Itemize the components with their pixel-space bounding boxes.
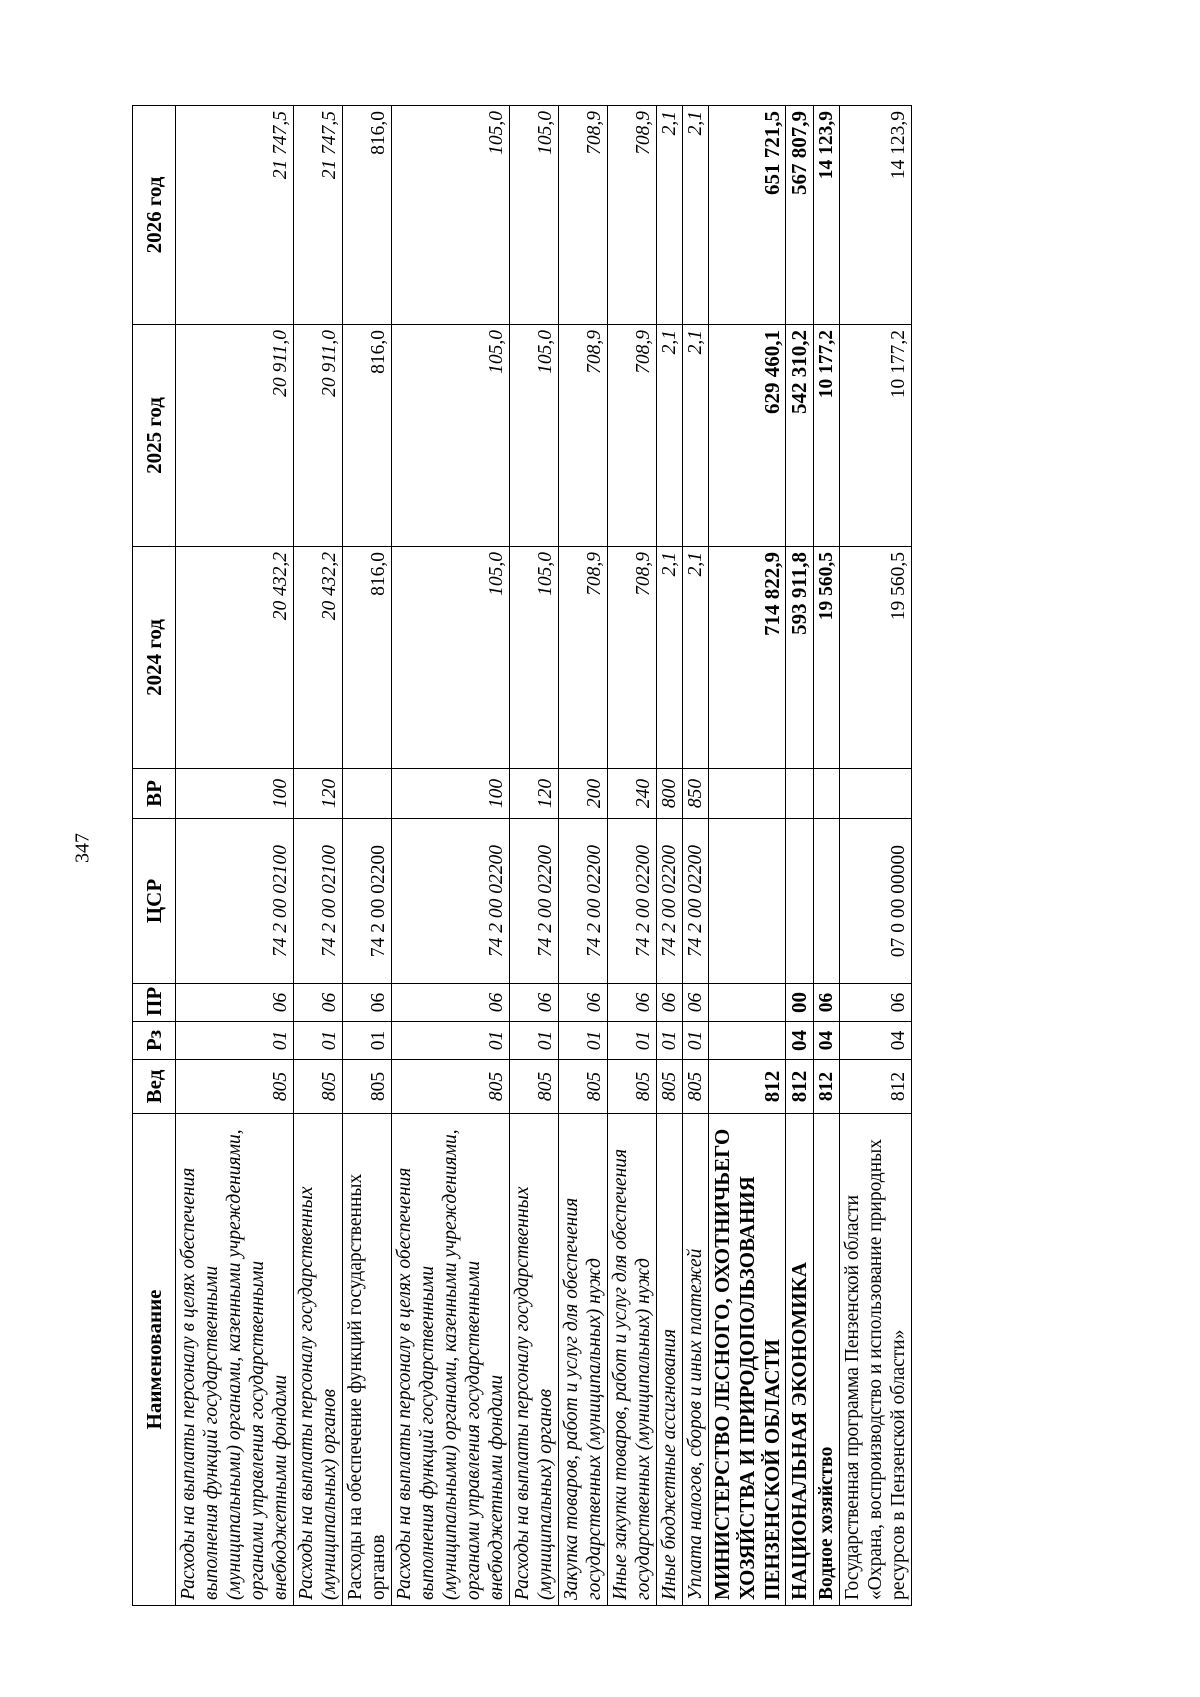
- cell-2026: 708,9: [559, 106, 608, 325]
- cell-2026: 567 807,9: [786, 106, 814, 325]
- cell-csr: [786, 819, 814, 984]
- cell-csr: 74 2 00 02200: [608, 819, 657, 984]
- cell-csr: [709, 819, 786, 984]
- cell-2026: 2,1: [683, 106, 709, 325]
- cell-pr: 06: [814, 984, 840, 1022]
- table-body: [176, 106, 912, 1606]
- cell-ved: 812: [840, 1060, 912, 1114]
- cell-name: Расходы на выплаты персоналу в целях обеспечения выполнения функций государственными (муниципальными) органами, казенными учреждениями, органами управления государственными внебюджетными фондами: [176, 1114, 294, 1606]
- cell-vr: [814, 769, 840, 819]
- cell-rz: 04: [814, 1022, 840, 1060]
- cell-rz: 01: [343, 1022, 392, 1060]
- cell-2026: 14 123,9: [840, 106, 912, 325]
- cell-csr: [814, 819, 840, 984]
- cell-rz: [709, 1022, 786, 1060]
- cell-2025: 20 911,0: [176, 325, 294, 547]
- cell-rz: 01: [683, 1022, 709, 1060]
- cell-2024: 19 560,5: [840, 547, 912, 769]
- cell-2024: 19 560,5: [814, 547, 840, 769]
- rotated-table-container: [132, 106, 1080, 1606]
- cell-ved: 812: [786, 1060, 814, 1114]
- cell-name: Иные закупки товаров, работ и услуг для обеспечения государственных (муниципальных) нужд: [608, 1114, 657, 1606]
- table-row: [814, 106, 840, 1606]
- cell-name: Расходы на выплаты персоналу государственных (муниципальных) органов: [510, 1114, 559, 1606]
- cell-pr: 06: [392, 984, 510, 1022]
- cell-vr: [343, 769, 392, 819]
- cell-pr: 00: [786, 984, 814, 1022]
- cell-rz: 01: [657, 1022, 683, 1060]
- cell-ved: 805: [176, 1060, 294, 1114]
- cell-rz: 04: [840, 1022, 912, 1060]
- cell-ved: 805: [608, 1060, 657, 1114]
- cell-2024: 593 911,8: [786, 547, 814, 769]
- table-row: [559, 106, 608, 1606]
- cell-vr: [786, 769, 814, 819]
- cell-name: Государственная программа Пензенской области «Охрана, воспроизводство и использование природных ресурсов в Пензенской области»: [840, 1114, 912, 1606]
- cell-csr: 74 2 00 02200: [683, 819, 709, 984]
- cell-vr: 120: [294, 769, 343, 819]
- cell-2024: 714 822,9: [709, 547, 786, 769]
- table-row: [294, 106, 343, 1606]
- cell-2024: 20 432,2: [294, 547, 343, 769]
- header-name: Наименование: [133, 1114, 176, 1606]
- cell-csr: 07 0 00 00000: [840, 819, 912, 984]
- cell-2024: 20 432,2: [176, 547, 294, 769]
- cell-pr: 06: [840, 984, 912, 1022]
- cell-ved: 805: [294, 1060, 343, 1114]
- table-row: [709, 106, 786, 1606]
- cell-rz: 01: [392, 1022, 510, 1060]
- cell-ved: 805: [392, 1060, 510, 1114]
- cell-vr: 200: [559, 769, 608, 819]
- cell-rz: 01: [608, 1022, 657, 1060]
- cell-name: Водное хозяйство: [814, 1114, 840, 1606]
- cell-pr: 06: [176, 984, 294, 1022]
- cell-pr: 06: [294, 984, 343, 1022]
- table-row: [510, 106, 559, 1606]
- cell-2024: 2,1: [657, 547, 683, 769]
- budget-table: [132, 105, 912, 1606]
- cell-2025: 105,0: [510, 325, 559, 547]
- cell-2026: 14 123,9: [814, 106, 840, 325]
- cell-pr: 06: [683, 984, 709, 1022]
- table-row: [683, 106, 709, 1606]
- header-csr: ЦСР: [133, 819, 176, 984]
- cell-vr: 100: [392, 769, 510, 819]
- table-header-row: [133, 106, 176, 1606]
- cell-2025: 10 177,2: [814, 325, 840, 547]
- cell-vr: 240: [608, 769, 657, 819]
- cell-vr: 850: [683, 769, 709, 819]
- table-row: [343, 106, 392, 1606]
- table-row: [392, 106, 510, 1606]
- cell-rz: 01: [294, 1022, 343, 1060]
- cell-pr: 06: [608, 984, 657, 1022]
- cell-vr: [840, 769, 912, 819]
- cell-vr: 100: [176, 769, 294, 819]
- cell-2024: 708,9: [608, 547, 657, 769]
- cell-ved: 812: [709, 1060, 786, 1114]
- cell-2024: 816,0: [343, 547, 392, 769]
- cell-name: НАЦИОНАЛЬНАЯ ЭКОНОМИКА: [786, 1114, 814, 1606]
- cell-csr: 74 2 00 02200: [343, 819, 392, 984]
- table-row: [176, 106, 294, 1606]
- cell-name: МИНИСТЕРСТВО ЛЕСНОГО, ОХОТНИЧЬЕГО ХОЗЯЙСТВА И ПРИРОДОПОЛЬЗОВАНИЯ ПЕНЗЕНСКОЙ ОБЛАСТИ: [709, 1114, 786, 1606]
- cell-csr: 74 2 00 02200: [657, 819, 683, 984]
- table-row: [786, 106, 814, 1606]
- cell-pr: 06: [559, 984, 608, 1022]
- header-pr: ПР: [133, 984, 176, 1022]
- cell-2024: 708,9: [559, 547, 608, 769]
- cell-vr: 800: [657, 769, 683, 819]
- cell-2025: 10 177,2: [840, 325, 912, 547]
- cell-2025: 708,9: [559, 325, 608, 547]
- cell-2025: 2,1: [657, 325, 683, 547]
- cell-2025: 2,1: [683, 325, 709, 547]
- cell-ved: 812: [814, 1060, 840, 1114]
- cell-2026: 105,0: [510, 106, 559, 325]
- header-2026: 2026 год: [133, 106, 176, 325]
- table-row: [657, 106, 683, 1606]
- cell-2026: 2,1: [657, 106, 683, 325]
- cell-2025: 816,0: [343, 325, 392, 547]
- cell-csr: 74 2 00 02200: [559, 819, 608, 984]
- cell-ved: 805: [683, 1060, 709, 1114]
- cell-name: Расходы на выплаты персоналу в целях обеспечения выполнения функций государственными (муниципальными) органами, казенными учреждениями, органами управления государственными внебюджетными фондами: [392, 1114, 510, 1606]
- cell-pr: 06: [657, 984, 683, 1022]
- header-rz: Рз: [133, 1022, 176, 1060]
- table-row: [840, 106, 912, 1606]
- cell-name: Уплата налогов, сборов и иных платежей: [683, 1114, 709, 1606]
- table-row: [608, 106, 657, 1606]
- cell-2026: 816,0: [343, 106, 392, 325]
- cell-ved: 805: [559, 1060, 608, 1114]
- cell-2026: 708,9: [608, 106, 657, 325]
- cell-2025: 542 310,2: [786, 325, 814, 547]
- cell-vr: 120: [510, 769, 559, 819]
- cell-csr: 74 2 00 02200: [392, 819, 510, 984]
- cell-rz: 01: [510, 1022, 559, 1060]
- cell-pr: 06: [510, 984, 559, 1022]
- header-vr: ВР: [133, 769, 176, 819]
- cell-2026: 651 721,5: [709, 106, 786, 325]
- cell-name: Иные бюджетные ассигнования: [657, 1114, 683, 1606]
- header-2024: 2024 год: [133, 547, 176, 769]
- cell-vr: [709, 769, 786, 819]
- cell-pr: 06: [343, 984, 392, 1022]
- cell-2024: 105,0: [510, 547, 559, 769]
- cell-rz: 01: [559, 1022, 608, 1060]
- cell-2026: 21 747,5: [176, 106, 294, 325]
- cell-rz: 01: [176, 1022, 294, 1060]
- cell-ved: 805: [343, 1060, 392, 1114]
- cell-2025: 105,0: [392, 325, 510, 547]
- cell-ved: 805: [510, 1060, 559, 1114]
- header-ved: Вед: [133, 1060, 176, 1114]
- cell-2026: 105,0: [392, 106, 510, 325]
- cell-2024: 105,0: [392, 547, 510, 769]
- cell-name: Расходы на выплаты персоналу государственных (муниципальных) органов: [294, 1114, 343, 1606]
- cell-2025: 20 911,0: [294, 325, 343, 547]
- cell-name: Закупка товаров, работ и услуг для обеспечения государственных (муниципальных) нужд: [559, 1114, 608, 1606]
- cell-pr: [709, 984, 786, 1022]
- cell-ved: 805: [657, 1060, 683, 1114]
- cell-csr: 74 2 00 02100: [176, 819, 294, 984]
- header-2025: 2025 год: [133, 325, 176, 547]
- cell-name: Расходы на обеспечение функций государственных органов: [343, 1114, 392, 1606]
- cell-2024: 2,1: [683, 547, 709, 769]
- cell-2025: 629 460,1: [709, 325, 786, 547]
- cell-2025: 708,9: [608, 325, 657, 547]
- page-number: 347: [71, 833, 94, 863]
- cell-csr: 74 2 00 02200: [510, 819, 559, 984]
- cell-rz: 04: [786, 1022, 814, 1060]
- cell-2026: 21 747,5: [294, 106, 343, 325]
- cell-csr: 74 2 00 02100: [294, 819, 343, 984]
